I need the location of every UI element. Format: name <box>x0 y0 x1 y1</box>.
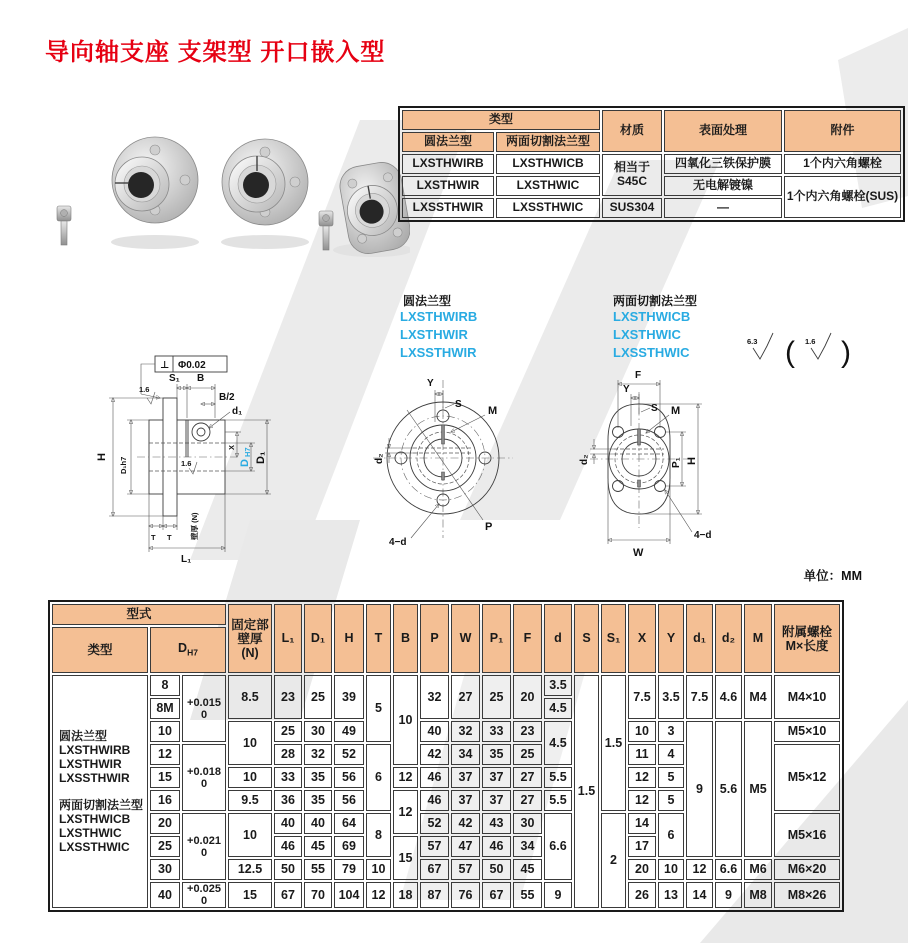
table-cell: 50 <box>274 859 302 880</box>
table-cell: 30 <box>304 721 332 742</box>
table-cell: 40 <box>420 721 449 742</box>
dim-label-T: T <box>167 533 172 542</box>
table-cell: 35 <box>304 767 332 788</box>
table-row <box>52 882 840 908</box>
table-cell: 32 <box>420 675 449 719</box>
table-cell: 36 <box>274 790 302 811</box>
table-cell: 27 <box>513 767 542 788</box>
hex-socket-screw-photo <box>57 206 71 245</box>
table-cell: 70 <box>304 882 332 908</box>
table-cell: 15 <box>393 836 418 880</box>
table-row <box>52 675 840 696</box>
dim-label-P1: P₁ <box>671 457 682 468</box>
round-flange-drawing <box>355 352 580 567</box>
table-cell: 27 <box>513 790 542 811</box>
paren-close: ) <box>841 336 851 369</box>
round-flange-group-title: 圆法兰型 <box>403 294 452 308</box>
table-cell: T <box>366 604 391 673</box>
table-cell: 相当于S45C <box>602 154 662 196</box>
table-cell: 46 <box>274 836 302 857</box>
model-code: LXSSTHWIC <box>613 345 690 360</box>
dim-label-d2: d₂ <box>579 454 590 465</box>
table-cell: 6.6 <box>715 859 742 880</box>
cut-flange-drawing <box>578 348 813 573</box>
table-cell: — <box>664 198 782 218</box>
table-cell: 5.5 <box>544 790 572 811</box>
dim-label-4d: 4−d <box>694 530 712 541</box>
table-row <box>402 110 901 130</box>
table-cell: 无电解镀镍 <box>664 176 782 196</box>
dim-label-B2: B/2 <box>219 392 235 403</box>
unit-label: 单位：MM <box>803 569 862 583</box>
dim-label-H: H <box>686 457 698 465</box>
table-cell: SUS304 <box>602 198 662 218</box>
table-cell: 52 <box>420 813 449 834</box>
table-cell: 20 <box>628 859 656 880</box>
table-cell: 10 <box>658 859 684 880</box>
table-cell: 45 <box>304 836 332 857</box>
table-cell: M8×26 <box>774 882 840 908</box>
table-cell: 16 <box>150 790 180 811</box>
table-cell: 26 <box>628 882 656 908</box>
table-cell: 47 <box>451 836 480 857</box>
dim-label-X: X <box>227 444 236 450</box>
table-cell: 附属螺栓 M×长度 <box>774 604 840 673</box>
dim-label-wall-thickness: 壁厚 (N) <box>190 512 199 540</box>
table-cell: 46 <box>482 836 511 857</box>
round-flange-support-photo <box>222 139 308 225</box>
table-cell: 67 <box>420 859 449 880</box>
table-cell: S₁ <box>601 604 626 673</box>
table-cell: 4.5 <box>544 721 572 765</box>
paren-open: ( <box>785 336 795 369</box>
table-cell: 15 <box>228 882 272 908</box>
table-cell: d <box>544 604 572 673</box>
table-cell: 3.5 <box>544 675 572 696</box>
table-cell: 9 <box>544 882 572 908</box>
table-cell: X <box>628 604 656 673</box>
table-cell: 64 <box>334 813 364 834</box>
table-cell: F <box>513 604 542 673</box>
table-cell: 40 <box>304 813 332 834</box>
table-cell: 1.5 <box>574 675 599 908</box>
table-cell: 附件 <box>784 110 901 152</box>
table-cell: 类型 <box>402 110 600 130</box>
table-cell: 46 <box>420 767 449 788</box>
dim-label-L1: L₁ <box>181 554 192 565</box>
table-cell: B <box>393 604 418 673</box>
table-row <box>52 604 840 625</box>
shadow <box>221 235 309 249</box>
dimension-table <box>48 600 844 912</box>
table-cell: M6×20 <box>774 859 840 880</box>
table-cell: 43 <box>482 813 511 834</box>
table-cell: 12 <box>393 790 418 834</box>
table-cell: 37 <box>482 790 511 811</box>
table-cell: 两面切割法兰型 <box>496 132 600 152</box>
dim-label-M: M <box>671 405 681 417</box>
table-cell: 25 <box>274 721 302 742</box>
table-cell: H <box>334 604 364 673</box>
table-cell: 10 <box>628 721 656 742</box>
dim-label-W: W <box>633 547 644 559</box>
table-cell: 25 <box>513 744 542 765</box>
cut-flange-group-title: 两面切割法兰型 <box>613 294 698 308</box>
model-code: LXSTHWIC <box>613 327 681 342</box>
table-cell: 28 <box>274 744 302 765</box>
table-cell: 13 <box>658 882 684 908</box>
table-cell: d₁ <box>686 604 713 673</box>
table-cell: M5 <box>744 721 772 857</box>
table-cell: M8 <box>744 882 772 908</box>
table-cell: LXSTHWIRB <box>402 154 494 174</box>
table-cell: 圆法兰型 LXSTHWIRB LXSTHWIR LXSSTHWIR 两面切割法兰型 LXSTHWICB LXSTHWIC LXSSTHWIC <box>52 675 148 908</box>
perpendicularity-symbol: ⊥ <box>160 360 170 371</box>
table-cell: +0.018 0 <box>182 744 226 811</box>
table-cell: 固定部 壁厚 (N) <box>228 604 272 673</box>
table-cell: 32 <box>451 721 480 742</box>
table-cell: 27 <box>451 675 480 719</box>
table-cell: 9.5 <box>228 790 272 811</box>
table-cell: 10 <box>366 859 391 880</box>
table-cell: 34 <box>451 744 480 765</box>
table-cell: 8M <box>150 698 180 719</box>
table-cell: 4 <box>658 744 684 765</box>
table-cell: 12 <box>628 767 656 788</box>
table-cell: 型式 <box>52 604 226 625</box>
dim-label-d2: d₂ <box>374 453 385 464</box>
table-cell: M <box>744 604 772 673</box>
table-cell: 12 <box>366 882 391 908</box>
table-cell: 35 <box>304 790 332 811</box>
table-cell: +0.021 0 <box>182 813 226 880</box>
table-cell: 104 <box>334 882 364 908</box>
table-cell: 14 <box>628 813 656 834</box>
table-cell: LXSSTHWIC <box>496 198 600 218</box>
table-cell: 33 <box>274 767 302 788</box>
table-cell: 四氧化三铁保护膜 <box>664 154 782 174</box>
table-cell: 10 <box>150 721 180 742</box>
table-cell: 69 <box>334 836 364 857</box>
table-cell: M6 <box>744 859 772 880</box>
product-photos <box>35 110 410 285</box>
table-cell: 79 <box>334 859 364 880</box>
table-cell: LXSTHWIC <box>496 176 600 196</box>
table-cell: S <box>574 604 599 673</box>
roughness-value: 6.3 <box>747 337 758 346</box>
table-cell: 12.5 <box>228 859 272 880</box>
round-flange-support-photo <box>112 137 198 223</box>
table-cell: 表面处理 <box>664 110 782 152</box>
roughness-mark: 1.6 <box>181 459 192 468</box>
dim-label-4d: 4−d <box>389 537 407 548</box>
table-cell: 56 <box>334 767 364 788</box>
table-cell: 32 <box>304 744 332 765</box>
table-cell: 5.6 <box>715 721 742 857</box>
table-cell: 11 <box>628 744 656 765</box>
dim-label-P: P <box>485 521 493 533</box>
table-cell: 10 <box>228 813 272 857</box>
table-cell: 40 <box>274 813 302 834</box>
table-cell: 46 <box>420 790 449 811</box>
table-cell: M4 <box>744 675 772 719</box>
table-cell: 6 <box>366 744 391 811</box>
table-cell: 35 <box>482 744 511 765</box>
table-cell: 57 <box>451 859 480 880</box>
table-cell: 52 <box>334 744 364 765</box>
table-cell: 25 <box>150 836 180 857</box>
table-cell: 14 <box>686 882 713 908</box>
table-cell: LXSTHWICB <box>496 154 600 174</box>
table-cell: 10 <box>393 675 418 765</box>
table-cell: 49 <box>334 721 364 742</box>
product-spec-table <box>398 106 905 222</box>
table-cell: 37 <box>451 767 480 788</box>
dim-label-DH7: D <box>239 459 251 467</box>
dim-label-F: F <box>635 370 642 381</box>
table-cell: 39 <box>334 675 364 719</box>
page-title: 导向轴支座 支架型 开口嵌入型 <box>45 39 386 66</box>
table-cell: L₁ <box>274 604 302 673</box>
table-cell: 4.5 <box>544 698 572 719</box>
table-cell: 37 <box>451 790 480 811</box>
table-cell: P₁ <box>482 604 511 673</box>
table-cell: +0.015 0 <box>182 675 226 742</box>
table-cell: 材质 <box>602 110 662 152</box>
table-cell: 6.6 <box>544 813 572 880</box>
table-cell: 5 <box>658 767 684 788</box>
roughness-mark: 1.6 <box>139 385 150 394</box>
table-cell: 34 <box>513 836 542 857</box>
table-cell: 17 <box>628 836 656 857</box>
dim-label-D1h7: D₁h7 <box>119 456 128 474</box>
dim-label-H: H <box>96 453 108 461</box>
table-cell: 56 <box>334 790 364 811</box>
table-cell: 1.5 <box>601 675 626 811</box>
dim-label-DH7-sub: H7 <box>243 447 252 457</box>
table-cell: 9 <box>686 721 713 857</box>
dim-label-Y: Y <box>427 378 434 389</box>
table-cell: M5×10 <box>774 721 840 742</box>
table-cell: 6 <box>658 813 684 857</box>
table-cell: 55 <box>304 859 332 880</box>
tolerance-value: Φ0.02 <box>178 360 206 371</box>
model-code: LXSSTHWIR <box>400 345 477 360</box>
table-cell: 12 <box>686 859 713 880</box>
dim-label-M: M <box>488 405 498 417</box>
table-cell: 10 <box>228 721 272 765</box>
table-cell: 20 <box>513 675 542 719</box>
table-cell: 37 <box>482 767 511 788</box>
table-cell: LXSSTHWIR <box>402 198 494 218</box>
table-cell: 76 <box>451 882 480 908</box>
dim-label-S: S <box>455 399 462 410</box>
table-cell: 30 <box>150 859 180 880</box>
table-cell: 23 <box>513 721 542 742</box>
dim-label-Y: Y <box>623 384 630 395</box>
table-row <box>52 721 840 742</box>
table-cell: 25 <box>304 675 332 719</box>
table-cell: 33 <box>482 721 511 742</box>
shadow <box>111 235 199 249</box>
table-cell: 15 <box>150 767 180 788</box>
model-code: LXSTHWICB <box>613 309 691 324</box>
table-cell: W <box>451 604 480 673</box>
table-cell: 圆法兰型 <box>402 132 494 152</box>
table-cell: 8.5 <box>228 675 272 719</box>
table-cell: 7.5 <box>686 675 713 719</box>
table-cell: P <box>420 604 449 673</box>
table-cell: 45 <box>513 859 542 880</box>
table-cell: 9 <box>715 882 742 908</box>
table-cell: 8 <box>366 813 391 857</box>
dim-label-d1: d₁ <box>232 406 243 417</box>
model-code: LXSTHWIRB <box>400 309 478 324</box>
roughness-value: 1.6 <box>805 337 816 346</box>
table-cell: M5×12 <box>774 744 840 811</box>
table-cell: 42 <box>451 813 480 834</box>
side-section-drawing <box>85 348 335 570</box>
table-cell: M5×16 <box>774 813 840 857</box>
dim-label-S: S <box>651 403 658 414</box>
table-cell: 12 <box>150 744 180 765</box>
table-cell: 5 <box>658 790 684 811</box>
table-cell: LXSTHWIR <box>402 176 494 196</box>
table-cell: 42 <box>420 744 449 765</box>
table-cell: 8 <box>150 675 180 696</box>
table-cell: 5.5 <box>544 767 572 788</box>
table-cell: 7.5 <box>628 675 656 719</box>
table-cell: 20 <box>150 813 180 834</box>
dim-label-T: T <box>151 533 156 542</box>
table-cell: 57 <box>420 836 449 857</box>
table-cell: 12 <box>393 767 418 788</box>
table-cell: 3 <box>658 721 684 742</box>
table-cell: 4.6 <box>715 675 742 719</box>
table-cell: 2 <box>601 813 626 908</box>
table-cell: 10 <box>228 767 272 788</box>
dim-label-B: B <box>197 373 205 384</box>
table-cell: Y <box>658 604 684 673</box>
table-row <box>402 154 901 174</box>
dim-label-S1: S₁ <box>169 373 180 384</box>
table-cell: $D_{H7}$ <box>150 627 226 673</box>
table-cell: 1个内六角螺栓(SUS) <box>784 176 901 218</box>
table-row <box>52 859 840 880</box>
table-cell: 50 <box>482 859 511 880</box>
table-cell: 55 <box>513 882 542 908</box>
table-cell: D₁ <box>304 604 332 673</box>
table-cell: 87 <box>420 882 449 908</box>
table-cell: 67 <box>274 882 302 908</box>
table-cell: 5 <box>366 675 391 742</box>
table-cell: 类型 <box>52 627 148 673</box>
table-cell: 12 <box>628 790 656 811</box>
table-cell: 1个内六角螺栓 <box>784 154 901 174</box>
table-cell: d₂ <box>715 604 742 673</box>
table-cell: 40 <box>150 882 180 908</box>
table-cell: 23 <box>274 675 302 719</box>
table-cell: 30 <box>513 813 542 834</box>
hex-socket-screw-photo <box>319 211 333 250</box>
table-cell: M4×10 <box>774 675 840 719</box>
table-cell: 3.5 <box>658 675 684 719</box>
table-cell: 18 <box>393 882 418 908</box>
table-cell: +0.025 0 <box>182 882 226 908</box>
table-cell: 67 <box>482 882 511 908</box>
dim-label-D1: D₁ <box>255 451 267 464</box>
model-code: LXSTHWIR <box>400 327 468 342</box>
table-cell: 25 <box>482 675 511 719</box>
